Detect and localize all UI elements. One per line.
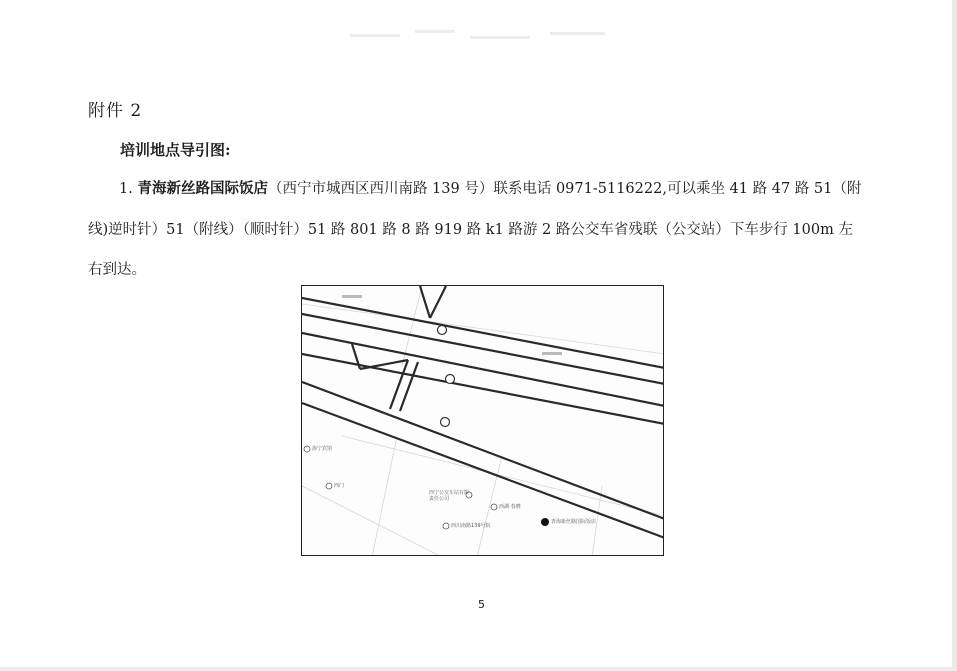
section-heading: 培训地点导引图: [120,141,231,159]
target-location-pin-icon [541,518,549,526]
paragraph-line-3: 右到达。 [88,262,146,278]
poi-label: 西门 [334,483,345,489]
poi-pin-icon [491,504,497,510]
hotel-name: 青海新丝路国际饭店 [137,180,268,197]
paragraph-line-2: 线)逆时针）51（附线）（顺时针）51 路 801 路 8 路 919 路 k1 路游 2 路公交车省残联（公交站）下车步行 100m 左 [88,222,853,238]
major-roads [302,286,664,538]
road-label-mark [342,295,362,298]
poi-label: 西湖·春晓 [499,504,521,510]
bus-stop-icon [446,375,455,384]
scan-edge-bottom [0,667,957,671]
map-drawing [302,286,664,556]
poi-label: 西宁公交车站有限责任公司 [429,490,470,502]
address-and-directions: （西宁市城西区西川南路 139 号）联系电话 0971-5116222,可以乘坐 41 路 47 路 51（附 [267,181,862,197]
scan-edge [952,0,957,671]
location-map [301,285,664,556]
road-label-mark [542,352,562,355]
bus-stop-icon [438,326,447,335]
poi-label: 海宁宾馆 [312,446,333,452]
page-number: 5 [478,598,485,611]
poi-pin-icon [326,483,332,489]
attachment-label: 附件 2 [88,101,143,121]
poi-pin-icon [443,523,449,529]
paragraph-line-1 [119,177,861,198]
poi-pin-icon [304,446,310,452]
poi-label: 青海新丝路国际饭店 [551,519,597,525]
bus-stop-icon [441,418,450,427]
bleed-through-marks [340,22,640,50]
item-number: 1. [119,181,138,197]
poi-label: 西川南路139号院 [451,523,491,529]
